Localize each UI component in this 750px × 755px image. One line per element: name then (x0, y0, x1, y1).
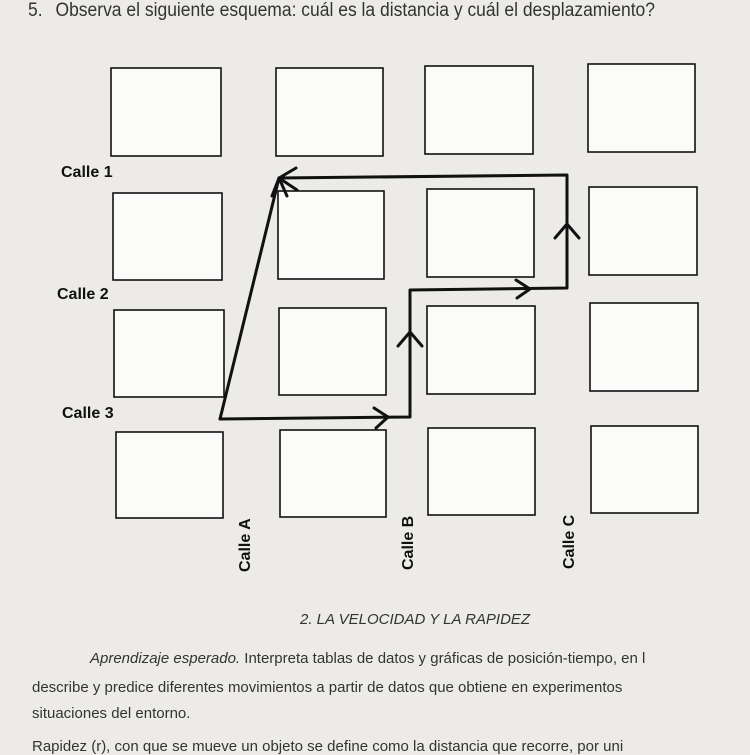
block (591, 426, 698, 513)
city-blocks (111, 64, 698, 518)
street-label-calle-3: Calle 3 (62, 405, 114, 422)
block (589, 187, 697, 275)
street-label-calle-1: Calle 1 (61, 164, 113, 181)
paragraph-line-3: situaciones del entorno. (32, 705, 191, 722)
block (427, 306, 535, 394)
block (278, 191, 384, 279)
paragraph-line-1 (90, 650, 645, 667)
block (425, 66, 533, 154)
block (276, 68, 383, 156)
line1-text: Interpreta tablas de datos y gráficas de posición-tiempo, en l (240, 650, 646, 667)
block (279, 308, 386, 395)
street-label-calle-b: Calle B (400, 515, 417, 570)
street-label-calle-2: Calle 2 (57, 286, 109, 303)
block (428, 428, 535, 515)
section-title: 2. LA VELOCIDAD Y LA RAPIDEZ (300, 611, 531, 628)
paragraph-line-4: Rapidez (r), con que se mueve un objeto se define como la distancia que recorre, por uni (32, 738, 624, 755)
block (280, 430, 386, 517)
displacement-line (220, 178, 279, 419)
block (111, 68, 221, 156)
block (116, 432, 223, 518)
block (114, 310, 224, 397)
block (113, 193, 222, 280)
question-number: 5. (28, 0, 43, 21)
block (588, 64, 695, 152)
question-text: Observa el siguiente esquema: cuál es la distancia y cuál el desplazamiento? (55, 0, 655, 21)
lead-italic: Aprendizaje esperado. (90, 650, 241, 667)
block (590, 303, 698, 391)
street-label-calle-a: Calle A (237, 518, 254, 572)
block (427, 189, 534, 277)
street-label-calle-c: Calle C (561, 514, 578, 569)
paragraph-line-2: describe y predice diferentes movimientos a partir de datos que obtiene en experimentos (32, 679, 623, 696)
